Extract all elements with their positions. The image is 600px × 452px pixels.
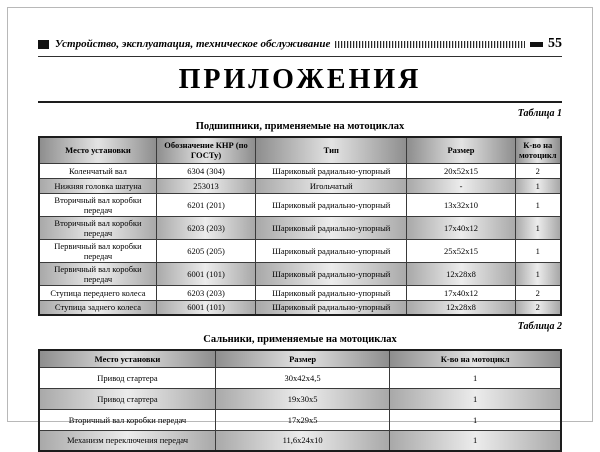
cell: 12x28x8 bbox=[407, 262, 515, 285]
cell: Нижняя головка шатуна bbox=[39, 178, 156, 193]
bearings-table bbox=[38, 136, 562, 316]
cell: Шариковый радиально-упорный bbox=[256, 262, 407, 285]
cell: 11,6x24x10 bbox=[215, 430, 389, 451]
cell: 2 bbox=[515, 300, 561, 315]
table-row bbox=[39, 216, 561, 239]
cell: - bbox=[407, 178, 515, 193]
cell: 20x52x15 bbox=[407, 163, 515, 178]
cell: 1 bbox=[390, 367, 561, 388]
header-row bbox=[39, 137, 561, 163]
cell: 12x28x8 bbox=[407, 300, 515, 315]
table2-caption: Сальники, применяемые на мотоциклах bbox=[203, 334, 397, 345]
column-header: Размер bbox=[215, 350, 389, 367]
table-row bbox=[39, 300, 561, 315]
table-row bbox=[39, 193, 561, 216]
column-header: К-во на мотоцикл bbox=[515, 137, 561, 163]
cell: Ступица переднего колеса bbox=[39, 285, 156, 300]
cell: 6001 (101) bbox=[156, 300, 255, 315]
table1-caption: Подшипники, применяемые на мотоциклах bbox=[195, 121, 405, 132]
oil-seals-table bbox=[38, 349, 562, 452]
table-row bbox=[39, 178, 561, 193]
cell: 6203 (203) bbox=[156, 216, 255, 239]
cell: 6304 (304) bbox=[156, 163, 255, 178]
cell: Первичный вал коробки передач bbox=[39, 239, 156, 262]
table-row bbox=[39, 262, 561, 285]
cell: Шариковый радиально-упорный bbox=[256, 285, 407, 300]
cell: 1 bbox=[515, 239, 561, 262]
cell: 17x29x5 bbox=[215, 409, 389, 430]
column-header: Размер bbox=[407, 137, 515, 163]
table-row bbox=[39, 285, 561, 300]
header-title: Устройство, эксплуатация, техническое обслуживание bbox=[55, 38, 331, 50]
table-row bbox=[39, 239, 561, 262]
cell: 13x32x10 bbox=[407, 193, 515, 216]
page-content bbox=[38, 36, 562, 452]
cell: Шариковый радиально-упорный bbox=[256, 163, 407, 178]
cell: Привод стартера bbox=[39, 367, 215, 388]
cell: 6203 (203) bbox=[156, 285, 255, 300]
cell: Вторичный вал коробки передач bbox=[39, 216, 156, 239]
column-header: Место установки bbox=[39, 137, 156, 163]
header-square-icon bbox=[38, 40, 49, 49]
page-number: 55 bbox=[548, 36, 562, 51]
table2-label: Таблица 2 bbox=[517, 321, 562, 332]
cell: 6201 (201) bbox=[156, 193, 255, 216]
table-row bbox=[39, 409, 561, 430]
cell: Привод стартера bbox=[39, 388, 215, 409]
cell: Коленчатый вал bbox=[39, 163, 156, 178]
cell: 1 bbox=[390, 388, 561, 409]
cell: 253013 bbox=[156, 178, 255, 193]
column-header: Тип bbox=[256, 137, 407, 163]
cell: Шариковый радиально-упорный bbox=[256, 239, 407, 262]
divider bbox=[38, 56, 562, 57]
cell: 6205 (205) bbox=[156, 239, 255, 262]
header-row bbox=[39, 350, 561, 367]
cell: Игольчатый bbox=[256, 178, 407, 193]
page-header bbox=[38, 36, 562, 52]
cell: Ступица заднего колеса bbox=[39, 300, 156, 315]
header-hatched-band bbox=[335, 41, 525, 48]
cell: 30x42x4,5 bbox=[215, 367, 389, 388]
cell: Первичный вал коробки передач bbox=[39, 262, 156, 285]
divider bbox=[38, 101, 562, 103]
table-row bbox=[39, 388, 561, 409]
cell: Механизм переключения передач bbox=[39, 430, 215, 451]
column-header: Место установки bbox=[39, 350, 215, 367]
cell: 19x30x5 bbox=[215, 388, 389, 409]
column-header: К-во на мотоцикл bbox=[390, 350, 561, 367]
table-row bbox=[39, 163, 561, 178]
table-row bbox=[39, 367, 561, 388]
cell: 1 bbox=[390, 430, 561, 451]
table-row bbox=[39, 430, 561, 451]
cell: 17x40x12 bbox=[407, 285, 515, 300]
column-header: Обозначение КНР (по ГОСТу) bbox=[156, 137, 255, 163]
cell: 1 bbox=[515, 193, 561, 216]
cell: 1 bbox=[515, 178, 561, 193]
cell: Шариковый радиально-упорный bbox=[256, 300, 407, 315]
cell: Вторичный вал коробки передач bbox=[39, 409, 215, 430]
cell: 1 bbox=[515, 262, 561, 285]
cell: Вторичный вал коробки передач bbox=[39, 193, 156, 216]
cell: 25x52x15 bbox=[407, 239, 515, 262]
cell: 17x40x12 bbox=[407, 216, 515, 239]
table1-label: Таблица 1 bbox=[517, 108, 562, 119]
cell: 6001 (101) bbox=[156, 262, 255, 285]
header-end-mark-icon bbox=[530, 42, 543, 47]
cell: Шариковый радиально-упорный bbox=[256, 193, 407, 216]
cell: 2 bbox=[515, 163, 561, 178]
cell: 2 bbox=[515, 285, 561, 300]
cell: Шариковый радиально-упорный bbox=[256, 216, 407, 239]
cell: 1 bbox=[515, 216, 561, 239]
page-title: ПРИЛОЖЕНИЯ bbox=[178, 64, 422, 95]
cell: 1 bbox=[390, 409, 561, 430]
